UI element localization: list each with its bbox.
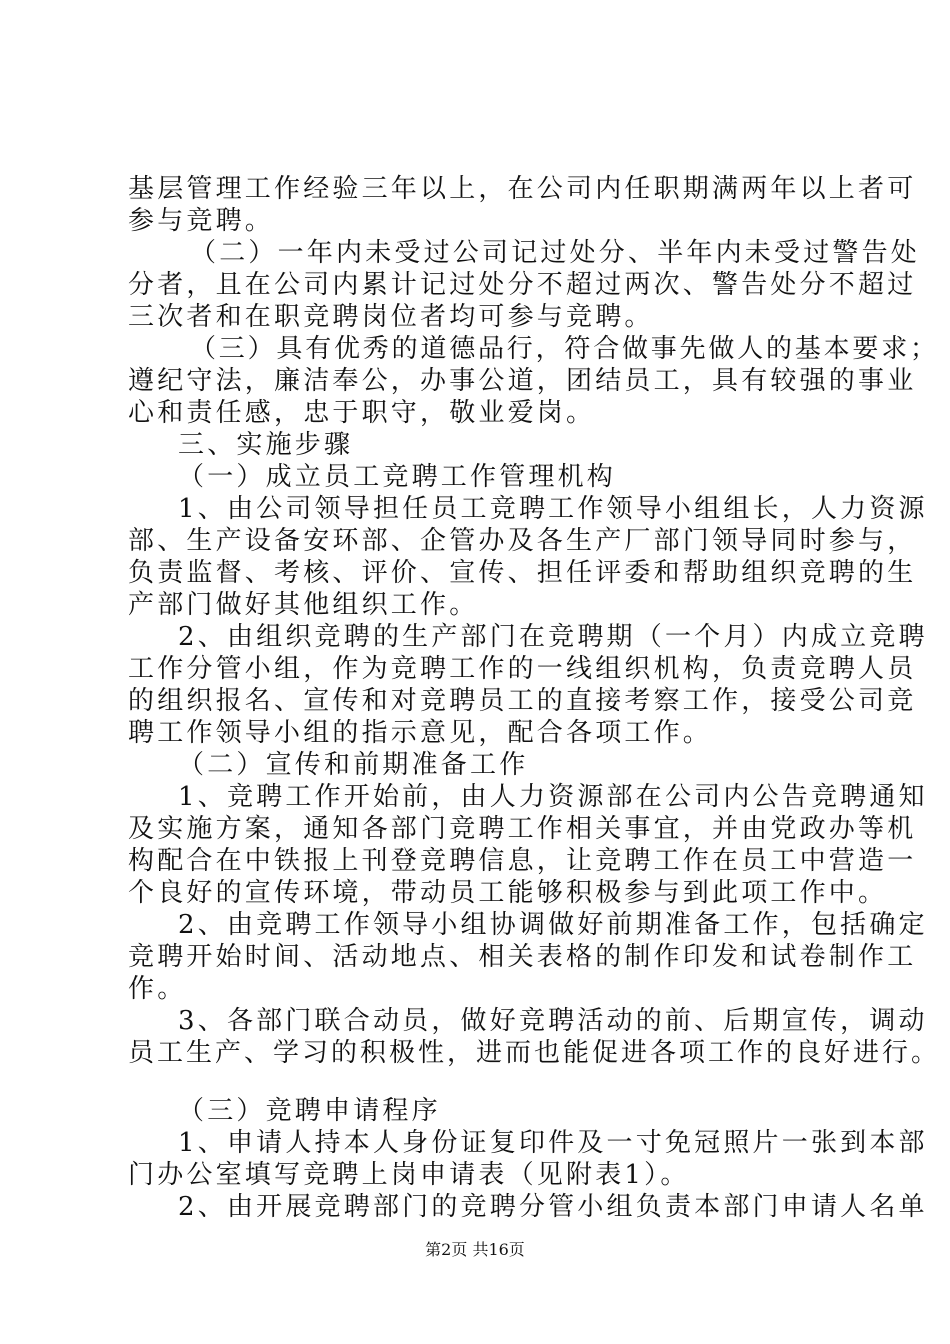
text-line: 参与竞聘。 <box>128 206 275 236</box>
text-line: 1、申请人持本人身份证复印件及一寸免冠照片一张到本部 <box>178 1128 928 1158</box>
text-line: 1、竞聘工作开始前，由人力资源部在公司内公告竞聘通知 <box>178 782 928 812</box>
text-line: 及实施方案，通知各部门竞聘工作相关事宜，并由党政办等机 <box>128 814 917 844</box>
text-line: 部、生产设备安环部、企管办及各生产厂部门领导同时参与， <box>128 526 917 556</box>
text-line: 负责监督、考核、评价、宣传、担任评委和帮助组织竞聘的生 <box>128 558 917 588</box>
subsection-heading: （三）竞聘申请程序 <box>178 1096 441 1126</box>
text-line: 工作分管小组，作为竞聘工作的一线组织机构，负责竞聘人员 <box>128 654 917 684</box>
text-line: 1、由公司领导担任员工竞聘工作领导小组组长，人力资源 <box>178 494 928 524</box>
text-line: 心和责任感，忠于职守，敬业爱岗。 <box>128 398 596 428</box>
text-line: 门办公室填写竞聘上岗申请表（见附表1）。 <box>128 1160 690 1190</box>
text-line: 2、由竞聘工作领导小组协调做好前期准备工作，包括确定 <box>178 910 928 940</box>
text-line: （三）具有优秀的道德品行，符合做事先做人的基本要求； <box>190 334 939 364</box>
page-number-footer: 第2页 共16页 <box>425 1240 525 1259</box>
text-line: （二）一年内未受过公司记过处分、半年内未受过警告处 <box>190 238 921 268</box>
text-line: 分者，且在公司内累计记过处分不超过两次、警告处分不超过 <box>128 270 917 300</box>
subsection-heading: （二）宣传和前期准备工作 <box>178 750 529 780</box>
text-line: 员工生产、学习的积极性，进而也能促进各项工作的良好进行。 <box>128 1038 941 1068</box>
text-line: 2、由开展竞聘部门的竞聘分管小组负责本部门申请人名单 <box>178 1192 928 1222</box>
text-line: 基层管理工作经验三年以上，在公司内任职期满两年以上者可 <box>128 174 917 204</box>
text-line: 2、由组织竞聘的生产部门在竞聘期（一个月）内成立竞聘 <box>178 622 928 652</box>
text-line: 竞聘开始时间、活动地点、相关表格的制作印发和试卷制作工 <box>128 942 917 972</box>
section-heading: 三、实施步骤 <box>178 430 354 460</box>
text-line: 遵纪守法，廉洁奉公，办事公道，团结员工，具有较强的事业 <box>128 366 917 396</box>
text-line: 的组织报名、宣传和对竞聘员工的直接考察工作，接受公司竞 <box>128 686 917 716</box>
text-line: 3、各部门联合动员，做好竞聘活动的前、后期宣传，调动 <box>178 1006 928 1036</box>
subsection-heading: （一）成立员工竞聘工作管理机构 <box>178 462 617 492</box>
text-line: 三次者和在职竞聘岗位者均可参与竞聘。 <box>128 302 654 332</box>
text-line: 产部门做好其他组织工作。 <box>128 590 479 620</box>
text-line: 作。 <box>128 974 187 1004</box>
text-line: 聘工作领导小组的指示意见，配合各项工作。 <box>128 718 713 748</box>
text-line: 个良好的宣传环境，带动员工能够积极参与到此项工作中。 <box>128 878 888 908</box>
text-line: 构配合在中铁报上刊登竞聘信息，让竞聘工作在员工中营造一 <box>128 846 917 876</box>
